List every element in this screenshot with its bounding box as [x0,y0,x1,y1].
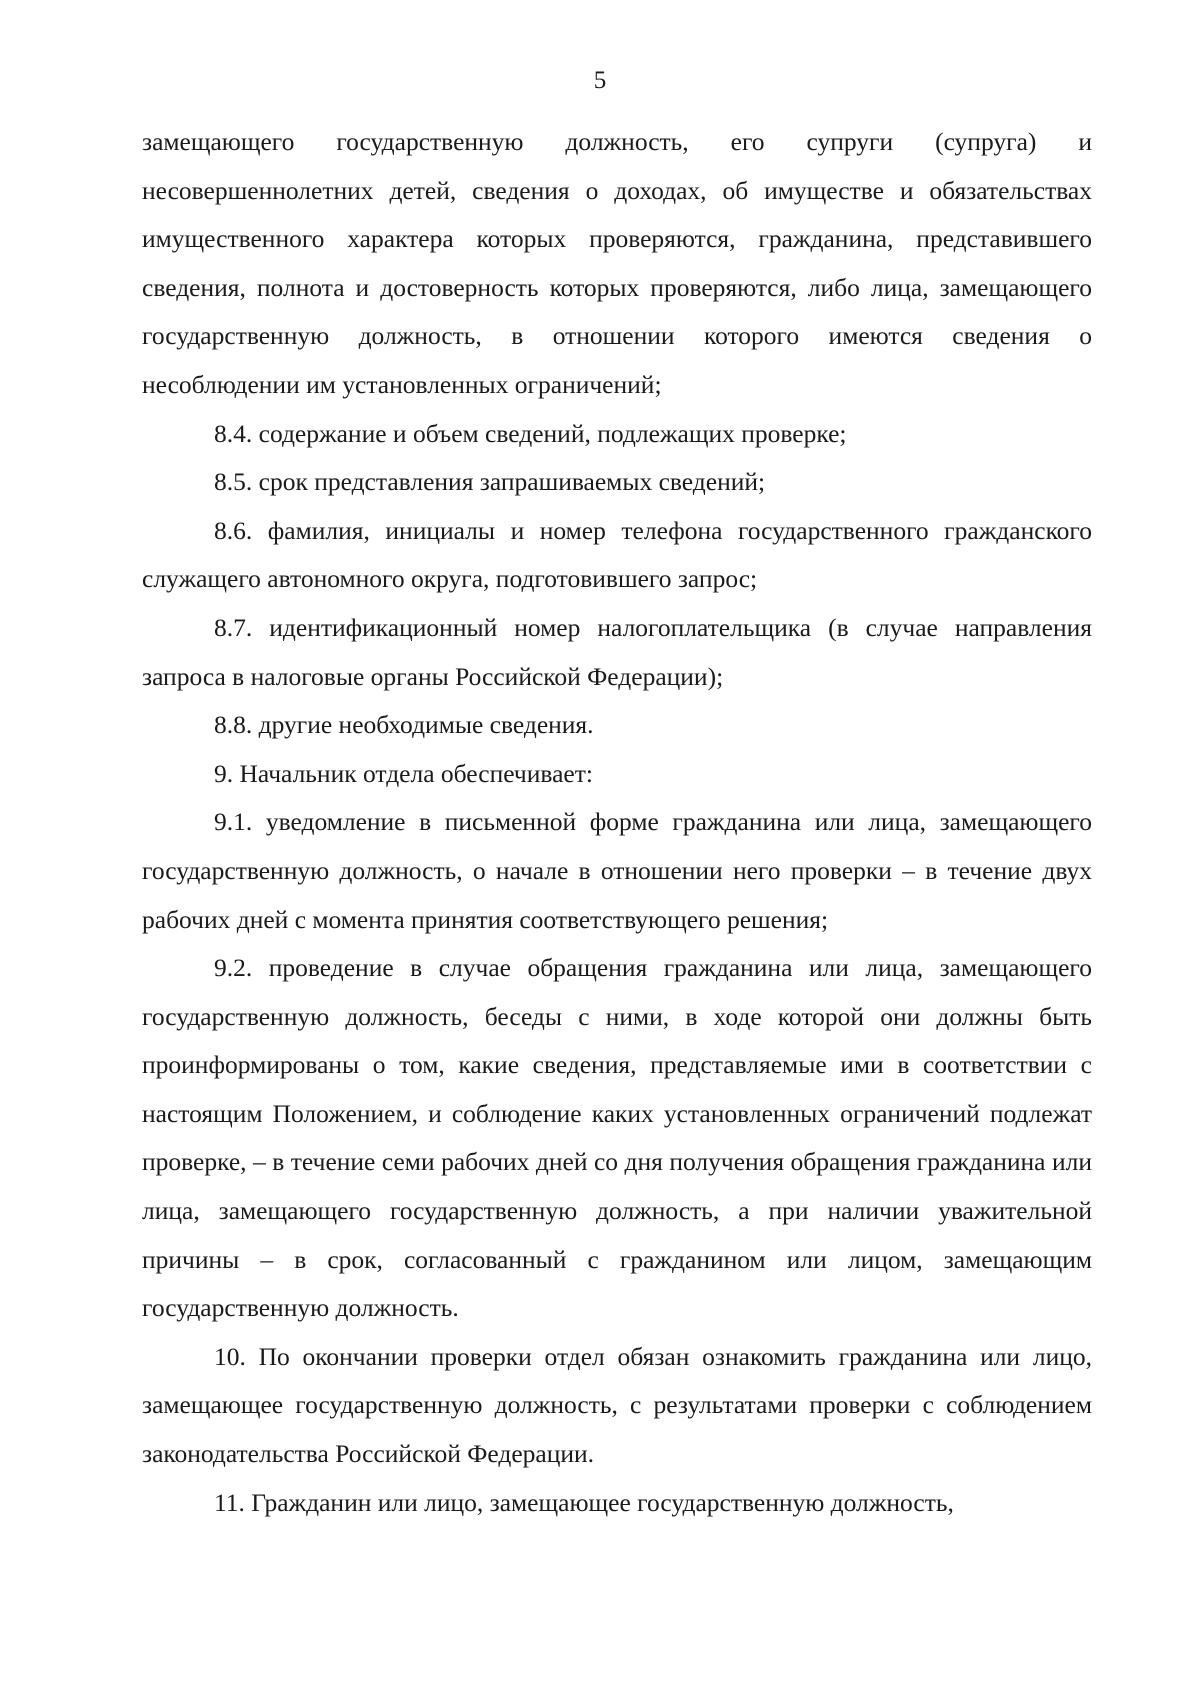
paragraph-8-8: 8.8. другие необходимые сведения. [214,710,594,740]
paragraph-9-2: 9.2. проведение в случае обращения гражданина или лица, замещающего государственную должность, беседы с ними, в ходе которой они должны быть проинформированы о том, какие сведения, представляемые ими в соответствии с настоящим Положением, и соблюдение каких установленных ограничений подлежат проверке, – в течение семи рабочих дней со дня получения обращения гражданина или лица, замещающего государственную должность, а при наличии уважительной причины – в срок, согласованный с гражданином или лицом, замещающим государственную должность. [142,953,1092,1323]
paragraph-8-6: 8.6. фамилия, инициалы и номер телефона государственного гражданского служащего автономного округа, подготовившего запрос; [142,515,1092,594]
document-body [142,118,1092,1527]
paragraph-8-5: 8.5. срок представления запрашиваемых сведений; [214,467,766,497]
paragraph-continuation: замещающего государственную должность, его супруги (супруга) и несовершеннолетних детей, сведения о доходах, об имуществе и обязательствах имущественного характера которых проверяются, гражданина, представившего сведения, полнота и достоверность которых проверяются, либо лица, замещающего государственную должность, в отношении которого имеются сведения о несоблюдении им установленных ограничений; [142,127,1092,399]
paragraph-9: 9. Начальник отдела обеспечивает: [214,758,593,788]
paragraph-10: 10. По окончании проверки отдел обязан ознакомить гражданина или лицо, замещающее государственную должность, с результатами проверки с соблюдением законодательства Российской Федерации. [142,1341,1092,1469]
paragraph-8-7: 8.7. идентификационный номер налогоплательщика (в случае направления запроса в налоговые органы Российской Федерации); [142,612,1092,691]
paragraph-11: 11. Гражданин или лицо, замещающее государственную должность, [214,1487,954,1517]
paragraph-9-1: 9.1. уведомление в письменной форме гражданина или лица, замещающего государственную должность, о начале в отношении него проверки – в течение двух рабочих дней с момента принятия соответствующего решения; [142,807,1092,934]
paragraph-8-4: 8.4. содержание и объем сведений, подлежащих проверке; [214,418,847,448]
page-number: 5 [593,67,607,94]
